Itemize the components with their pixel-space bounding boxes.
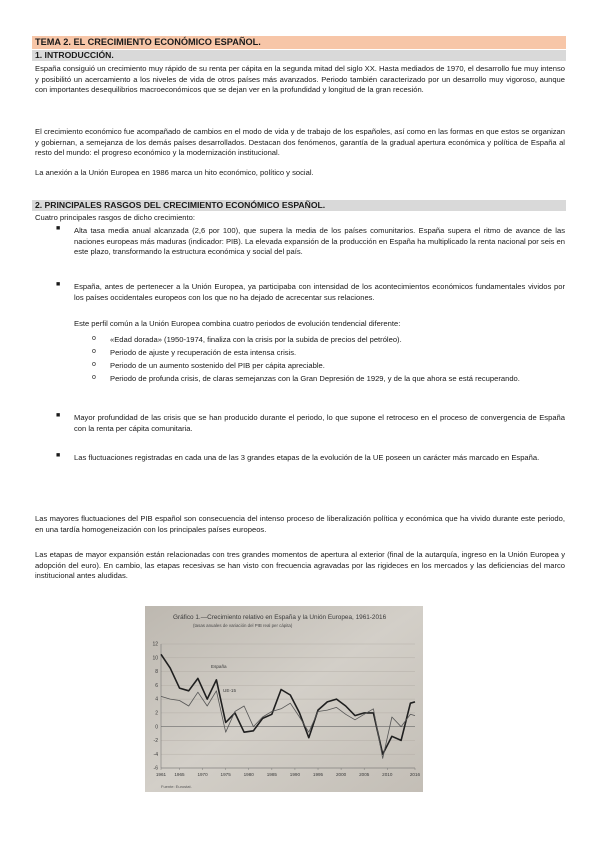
y-tick-label: 2 bbox=[155, 710, 158, 717]
chart-title: Gráfico 1.—Crecimiento relativo en España y la Unión Europea, 1961-2016 bbox=[173, 614, 387, 621]
bullet-item-3: Mayor profundidad de las crisis que se han producido durante el periodo, lo que supone el retroceso en el proceso de convergencia de España con la renta per cápita comunitaria. bbox=[74, 413, 565, 433]
paragraph-etapas: Las etapas de mayor expansión están relacionadas con tres grandes momentos de apertura al exterior (final de la autarquía, ingreso en la Unión Europea y adopción del euro). En cambio, las etapas recesivas se han visto con frecuencia agravadas por las rigideces en los mercados y las deficiencias del marco institucional antes aludidas. bbox=[35, 550, 565, 580]
x-tick-label: 1965 bbox=[174, 772, 185, 777]
sub-bullet-icon: o bbox=[92, 335, 96, 342]
chart-source: Fuente: Eurostat. bbox=[161, 784, 192, 789]
sub-item-2: Periodo de ajuste y recuperación de esta intensa crisis. bbox=[110, 348, 297, 357]
bullet-icon: ■ bbox=[56, 452, 61, 459]
sub-bullet-icon: o bbox=[92, 361, 96, 368]
bullet-item-4: Las fluctuaciones registradas en cada una de las 3 grandes etapas de la evolución de la UE poseen un carácter más marcado en España. bbox=[74, 453, 540, 462]
x-tick-label: 1995 bbox=[312, 772, 324, 777]
y-tick-label: -6 bbox=[153, 765, 158, 772]
x-tick-label: 1985 bbox=[266, 772, 277, 777]
chart-subtitle: (tasas anuales de variación del PIB real per cápita) bbox=[193, 623, 293, 628]
sub-item-3: Periodo de un aumento sostenido del PIB per cápita apreciable. bbox=[110, 361, 325, 370]
bullet-icon: ■ bbox=[56, 225, 61, 232]
document-title: TEMA 2. EL CRECIMIENTO ECONÓMICO ESPAÑOL. bbox=[32, 36, 566, 49]
paragraph-fluctuaciones: Las mayores fluctuaciones del PIB español son consecuencia del intenso proceso de liberalización política y económica que ha vivido durante este periodo, en una tardía homogeneización con los principales países europeos. bbox=[35, 514, 565, 534]
sub-item-4: Periodo de profunda crisis, de claras semejanzas con la Gran Depresión de 1929, y de la que ahora se está recuperando. bbox=[110, 374, 520, 383]
periods-intro: Este perfil común a la Unión Europea combina cuatro periodos de evolución tendencial diferente: bbox=[74, 319, 401, 328]
x-tick-label: 2010 bbox=[382, 772, 393, 777]
chart-svg bbox=[145, 606, 423, 792]
x-tick-label: 2016 bbox=[409, 772, 421, 777]
series-label-spain: España bbox=[211, 664, 227, 669]
sub-item-1: «Edad dorada» (1950-1974, finaliza con la crisis por la subida de precios del petróleo). bbox=[110, 335, 402, 344]
bullet-item-1: Alta tasa media anual alcanzada (2,6 por 100), que supera la media de los países comunitarios. España supera el ritmo de avance de las naciones europeas más maduras (indicador: PIB). La elevada expansión de la producción en España ha multiplicado la renta nacional por seis en este plazo, transformando la estructura económica y social del país. bbox=[74, 226, 565, 256]
x-tick-label: 2000 bbox=[335, 772, 347, 777]
y-tick-label: 12 bbox=[152, 641, 158, 648]
intro-paragraph-3: La anexión a la Unión Europea en 1986 marca un hito económico, político y social. bbox=[35, 168, 314, 177]
bullet-item-2: España, antes de pertenecer a la Unión Europea, ya participaba con intensidad de los acontecimientos económicos fundamentales vividos por los países occidentales europeos con los que no ha dejado de acrecentar sus relaciones. bbox=[74, 282, 565, 302]
intro-paragraph-2: El crecimiento económico fue acompañado de cambios en el modo de vida y de trabajo de los españoles, así como en las formas en que estos se organizan y gobiernan, a semejanza de los demás países desarrollados. Destacan dos fenómenos, garantía de la gradual apertura económica y política de España al resto del mundo: el progreso económico y la modernización institucional. bbox=[35, 127, 565, 157]
bullet-icon: ■ bbox=[56, 412, 61, 419]
x-tick-label: 1961 bbox=[155, 772, 167, 777]
series-label-eu: UE-15 bbox=[223, 688, 237, 693]
section-heading-rasgos: 2. PRINCIPALES RASGOS DEL CRECIMIENTO ECONÓMICO ESPAÑOL. bbox=[32, 200, 566, 211]
section-heading-introduccion: 1. INTRODUCCIÓN. bbox=[32, 50, 566, 61]
y-tick-label: -2 bbox=[153, 738, 158, 745]
intro-paragraph-1: España consiguió un crecimiento muy rápido de su renta per cápita en la segunda mitad del siglo XX. Hasta mediados de 1970, el desarrollo fue muy intenso y posibilitó un acercamiento a los niveles de vida de otros países más avanzados. Periodo también caracterizado por un desarrollo muy vigoroso, aunque con importantes desequilibrios macroeconómicos que se dejan ver en la profundidad y longitud de la gran recesión. bbox=[35, 64, 565, 94]
x-tick-label: 2005 bbox=[359, 772, 370, 777]
bullet-icon: ■ bbox=[56, 281, 61, 288]
x-tick-label: 1970 bbox=[197, 772, 208, 777]
y-tick-label: 8 bbox=[155, 669, 158, 676]
x-tick-label: 1980 bbox=[243, 772, 254, 777]
y-tick-label: -4 bbox=[153, 751, 158, 758]
y-tick-label: 6 bbox=[155, 682, 158, 689]
y-tick-label: 0 bbox=[155, 724, 158, 731]
sub-bullet-icon: o bbox=[92, 374, 96, 381]
x-tick-label: 1975 bbox=[220, 772, 231, 777]
x-tick-label: 1990 bbox=[289, 772, 301, 777]
y-tick-label: 10 bbox=[152, 655, 158, 662]
sub-bullet-icon: o bbox=[92, 348, 96, 355]
chart-figure bbox=[145, 606, 423, 792]
rasgos-intro: Cuatro principales rasgos de dicho crecimiento: bbox=[35, 213, 195, 222]
y-tick-label: 4 bbox=[155, 696, 158, 703]
